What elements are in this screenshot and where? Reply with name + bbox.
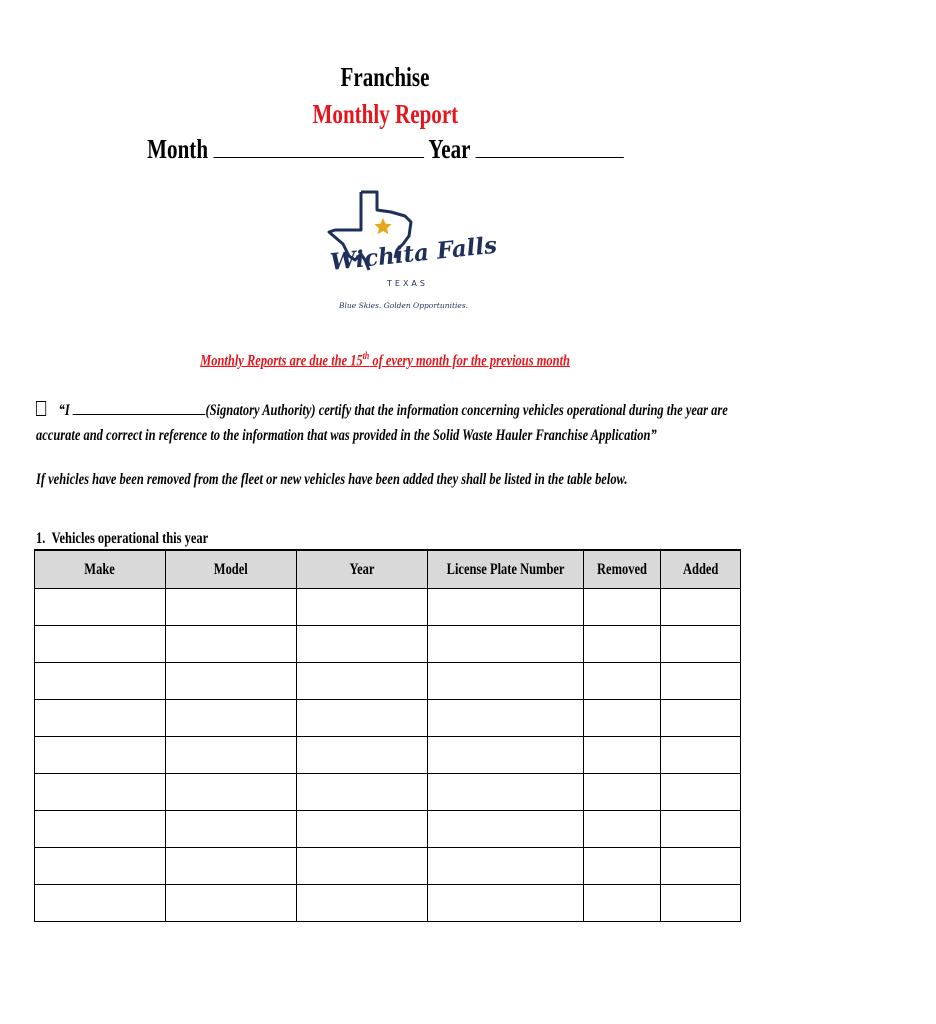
column-header-added: Added [661,550,741,589]
removed-cell[interactable] [584,626,661,663]
removed-cell[interactable] [584,737,661,774]
make-cell[interactable] [35,663,166,700]
model-cell[interactable] [166,774,297,811]
license-plate-cell[interactable] [428,663,584,700]
table-row [35,811,741,848]
make-cell[interactable] [35,885,166,922]
removed-cell[interactable] [584,589,661,626]
removed-cell[interactable] [584,811,661,848]
removed-cell[interactable] [584,663,661,700]
removed-cell[interactable] [584,848,661,885]
column-header-model: Model [166,550,297,589]
cert-line-1: (Signatory Authority) certify that the information concerning vehicles operational during the year are [205,402,728,419]
model-cell[interactable] [166,663,297,700]
model-cell[interactable] [166,737,297,774]
model-cell[interactable] [166,811,297,848]
cert-open-quote: “I [58,402,70,419]
year-cell[interactable] [297,626,428,663]
added-cell[interactable] [661,885,741,922]
license-plate-cell[interactable] [428,811,584,848]
year-cell[interactable] [297,589,428,626]
signatory-name-field[interactable] [73,399,206,415]
model-cell[interactable] [166,848,297,885]
year-cell[interactable] [297,811,428,848]
added-cell[interactable] [661,700,741,737]
model-cell[interactable] [166,626,297,663]
table-row [35,885,741,922]
month-year-line [0,133,770,165]
table-row [35,848,741,885]
year-cell[interactable] [297,737,428,774]
form-subtitle: Monthly Report [312,99,458,129]
table-row [35,663,741,700]
model-cell[interactable] [166,885,297,922]
model-cell[interactable] [166,700,297,737]
due-date-notice: Monthly Reports are due the 15th of every month for the previous month [200,351,570,370]
year-cell[interactable] [297,663,428,700]
column-header-removed: Removed [584,550,661,589]
year-cell[interactable] [297,848,428,885]
section-heading: 1. Vehicles operational this year [36,530,209,547]
license-plate-cell[interactable] [428,737,584,774]
vehicles-table [34,549,741,922]
added-cell[interactable] [661,811,741,848]
table-row [35,700,741,737]
table-row [35,737,741,774]
column-header-license-plate: License Plate Number [428,550,584,589]
make-cell[interactable] [35,626,166,663]
table-row [35,589,741,626]
removed-cell[interactable] [584,700,661,737]
added-cell[interactable] [661,663,741,700]
removed-cell[interactable] [584,774,661,811]
svg-text:Blue Skies. Golden Opportuniti: Blue Skies. Golden Opportunities. [339,301,469,310]
form-title: Franchise [340,62,430,92]
cert-line-2: accurate and correct in reference to the information that was provided in the Solid Waste Hauler Franchise Application” [36,427,657,444]
license-plate-cell[interactable] [428,700,584,737]
make-cell[interactable] [35,811,166,848]
model-cell[interactable] [166,589,297,626]
column-header-year: Year [297,550,428,589]
svg-text:Wichita Falls: Wichita Falls [328,231,499,276]
license-plate-cell[interactable] [428,848,584,885]
year-cell[interactable] [297,700,428,737]
removed-cell[interactable] [584,885,661,922]
license-plate-cell[interactable] [428,626,584,663]
table-row [35,626,741,663]
added-cell[interactable] [661,848,741,885]
table-row [35,774,741,811]
added-cell[interactable] [661,626,741,663]
year-field[interactable] [475,133,623,158]
added-cell[interactable] [661,737,741,774]
year-cell[interactable] [297,774,428,811]
added-cell[interactable] [661,774,741,811]
instruction-text: If vehicles have been removed from the fleet or new vehicles have been added they shall be listed in the table below. [36,471,628,488]
texas-outline-icon [325,186,499,314]
year-cell[interactable] [297,885,428,922]
certify-checkbox[interactable] [36,401,46,416]
make-cell[interactable] [35,774,166,811]
make-cell[interactable] [35,737,166,774]
column-header-make: Make [35,550,166,589]
license-plate-cell[interactable] [428,885,584,922]
table-header-row [35,550,741,589]
make-cell[interactable] [35,700,166,737]
month-label: Month [146,134,208,164]
year-label: Year [427,134,470,164]
license-plate-cell[interactable] [428,589,584,626]
month-field[interactable] [213,133,424,158]
svg-text:TEXAS: TEXAS [387,279,428,288]
make-cell[interactable] [35,589,166,626]
make-cell[interactable] [35,848,166,885]
certification-statement [36,398,936,448]
wichita-falls-logo [325,186,499,314]
license-plate-cell[interactable] [428,774,584,811]
added-cell[interactable] [661,589,741,626]
